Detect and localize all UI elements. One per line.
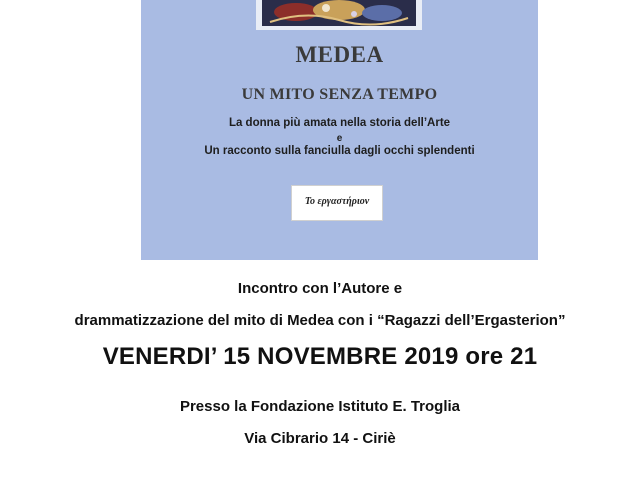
event-address: Via Cibrario 14 - Ciriè — [244, 430, 396, 447]
event-venue: Presso la Fondazione Istituto E. Troglia — [179, 398, 461, 415]
cover-tagline-2: Un racconto sulla fanciulla dagli occhi splendenti — [204, 145, 475, 157]
logo-text: Το εργαστήριον — [304, 196, 370, 207]
event-date-time: VENERDI’ 15 NOVEMBRE 2019 ore 21 — [102, 343, 538, 370]
ergasterion-logo — [291, 185, 383, 221]
cover-title: MEDEA — [295, 42, 384, 67]
book-cover — [141, 0, 538, 260]
cover-subtitle: UN MITO SENZA TEMPO — [241, 86, 438, 103]
cover-tagline-1: La donna più amata nella storia dell’Arte — [228, 117, 451, 129]
cover-artwork-image — [256, 0, 422, 30]
event-intro: Incontro con l’Autore e — [237, 280, 403, 297]
cover-tagline-conjunction: e — [336, 133, 343, 144]
event-description: drammatizzazione del mito di Medea con i “Ragazzi dell’Ergasterion” — [74, 312, 566, 329]
